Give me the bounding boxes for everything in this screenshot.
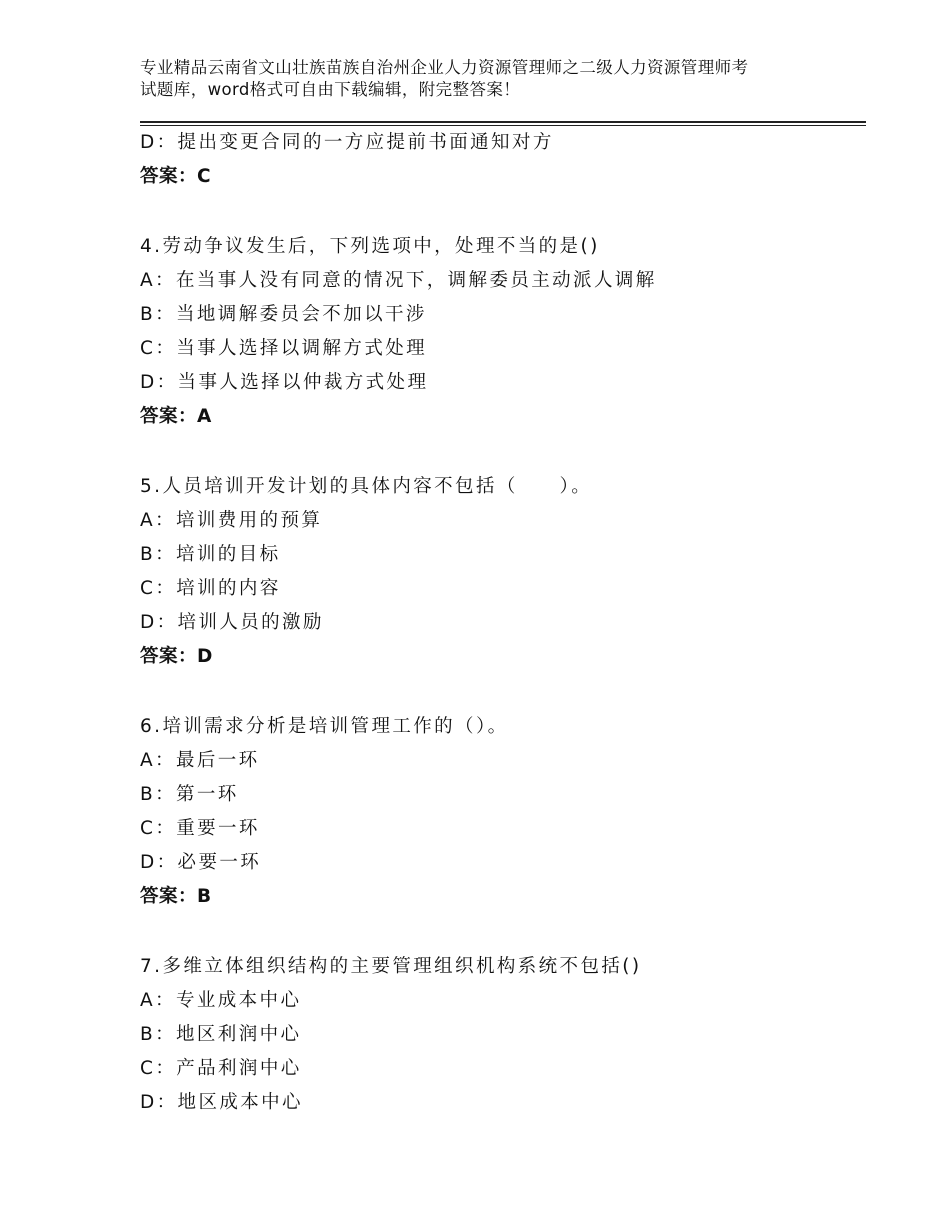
answer: 答案：A xyxy=(140,406,212,427)
spacer xyxy=(140,434,866,470)
question-stem: 5.人员培训开发计划的具体内容不包括（ ）。 xyxy=(140,476,593,497)
answer: 答案：B xyxy=(140,886,212,907)
option-c: C：培训的内容 xyxy=(140,578,281,599)
option-a: A：专业成本中心 xyxy=(140,990,302,1011)
question-stem: 7.多维立体组织结构的主要管理组织机构系统不包括() xyxy=(140,956,642,977)
header-line-1: 专业精品云南省文山壮族苗族自治州企业人力资源管理师之二级人力资源管理师考 xyxy=(140,58,749,77)
spacer xyxy=(140,194,866,230)
question-stem: 4.劳动争议发生后，下列选项中，处理不当的是() xyxy=(140,236,600,257)
header-line-2: 试题库，word格式可自由下载编辑，附完整答案！ xyxy=(140,80,521,99)
question-stem: 6.培训需求分析是培训管理工作的（）。 xyxy=(140,716,509,737)
question-7 xyxy=(140,950,866,1120)
option-a: A：最后一环 xyxy=(140,750,260,771)
option-d: D：地区成本中心 xyxy=(140,1092,303,1113)
option-b: B：第一环 xyxy=(140,784,239,805)
option-c: C：当事人选择以调解方式处理 xyxy=(140,338,428,359)
question-list xyxy=(140,126,866,1120)
option-b: B：培训的目标 xyxy=(140,544,281,565)
option-d: D：提出变更合同的一方应提前书面通知对方 xyxy=(140,132,554,153)
option-b: B：当地调解委员会不加以干涉 xyxy=(140,304,427,325)
answer: 答案：D xyxy=(140,646,213,667)
question-5 xyxy=(140,470,866,674)
option-d: D：必要一环 xyxy=(140,852,262,873)
question-4 xyxy=(140,230,866,434)
answer: 答案：C xyxy=(140,166,212,187)
option-d: D：当事人选择以仲裁方式处理 xyxy=(140,372,429,393)
spacer xyxy=(140,914,866,950)
option-b: B：地区利润中心 xyxy=(140,1024,302,1045)
option-c: C：重要一环 xyxy=(140,818,260,839)
option-c: C：产品利润中心 xyxy=(140,1058,302,1079)
document-header xyxy=(140,57,840,101)
option-a: A：在当事人没有同意的情况下，调解委员主动派人调解 xyxy=(140,270,657,291)
spacer xyxy=(140,674,866,710)
question-6 xyxy=(140,710,866,914)
option-a: A：培训费用的预算 xyxy=(140,510,323,531)
option-d: D：培训人员的激励 xyxy=(140,612,324,633)
header-divider-thick xyxy=(140,121,866,123)
